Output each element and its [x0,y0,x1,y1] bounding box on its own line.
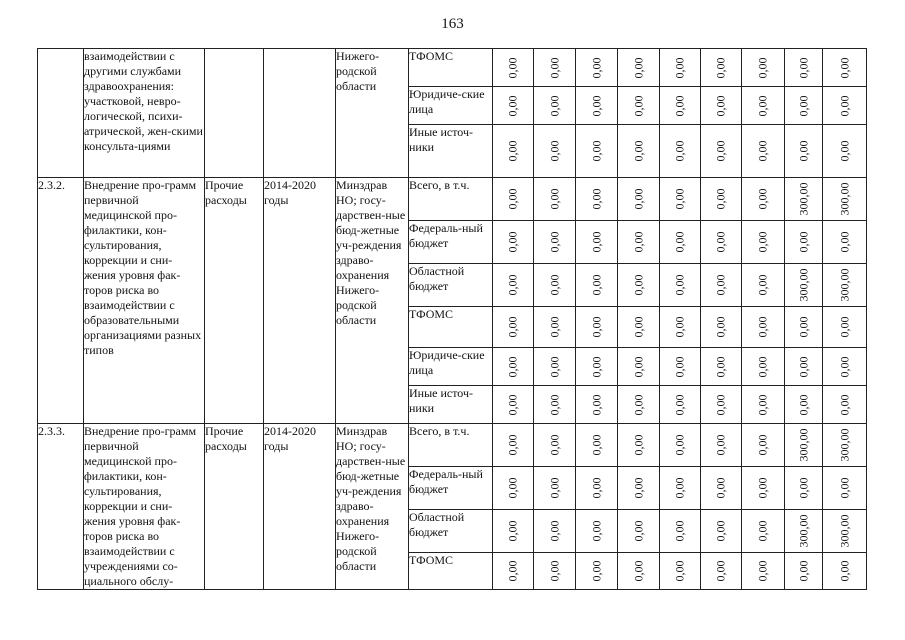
value-text: 0,00 [589,57,603,78]
value-text: 0,00 [837,57,851,78]
value-text: 0,00 [837,140,851,162]
value-text: 0,00 [547,274,561,296]
funding-source-cell: ТФОМС [409,307,493,348]
value-cell [701,307,742,348]
value-cell [534,264,576,307]
value-cell [493,49,534,87]
value-cell [534,424,576,467]
value-text: 0,00 [631,434,645,456]
value-cell [493,221,534,264]
value-text: 0,00 [713,140,728,162]
value-cell [493,553,534,590]
value-cell [493,307,534,348]
value-text: 0,00 [547,560,561,582]
value-text: 300,00 [837,428,851,462]
value-text: 0,00 [589,140,603,162]
funding-source-cell: Всего, в т.ч. [409,424,493,467]
value-text: 0,00 [589,356,603,377]
period-cell: 2014-2020 годы [264,424,336,590]
funding-source-cell: Федераль-ный бюджет [409,467,493,510]
value-text: 0,00 [547,434,561,456]
value-text: 300,00 [837,514,851,548]
value-text: 0,00 [837,560,851,582]
value-cell [534,178,576,221]
value-cell [493,178,534,221]
value-cell [493,386,534,424]
value-text: 0,00 [589,188,603,210]
value-text: 0,00 [796,394,810,415]
value-text: 0,00 [631,394,645,415]
value-text: 0,00 [672,188,687,210]
value-text: 0,00 [837,231,851,253]
value-text: 0,00 [631,560,645,582]
value-cell [576,49,618,87]
funding-source-cell: Всего, в т.ч. [409,178,493,221]
value-cell [660,264,701,307]
table-row [38,178,867,221]
value-cell [618,221,660,264]
funding-source-cell: Иные источ-ники [409,125,493,178]
value-cell [701,386,742,424]
value-text: 0,00 [755,560,770,582]
value-cell [701,49,742,87]
value-text: 0,00 [589,95,603,116]
funding-source-cell: Федераль-ный бюджет [409,221,493,264]
value-text: 0,00 [505,140,520,162]
value-cell [618,553,660,590]
value-cell [576,221,618,264]
table-row [38,424,867,467]
value-text: 0,00 [547,140,561,162]
value-text: 0,00 [755,231,770,253]
value-cell [742,125,785,178]
value-text: 0,00 [505,394,520,415]
value-text: 0,00 [796,231,810,253]
value-cell [618,467,660,510]
value-cell [493,510,534,553]
value-text: 0,00 [505,316,520,338]
row-number-cell: 2.3.2. [38,178,84,424]
funding-source-cell: Областной бюджет [409,510,493,553]
value-cell [823,307,867,348]
value-text: 0,00 [631,231,645,253]
value-cell [493,348,534,386]
value-text: 0,00 [672,560,687,582]
value-text: 0,00 [505,477,520,499]
funding-source-cell: ТФОМС [409,49,493,87]
value-text: 0,00 [755,394,770,415]
value-cell [618,49,660,87]
value-text: 0,00 [837,316,851,338]
value-cell [823,553,867,590]
value-cell [534,467,576,510]
value-cell [785,467,823,510]
value-text: 0,00 [755,57,770,78]
funding-source-cell: Юридиче-ские лица [409,348,493,386]
value-cell [701,178,742,221]
value-cell [785,264,823,307]
value-text: 0,00 [713,560,728,582]
value-text: 0,00 [837,95,851,116]
value-text: 0,00 [837,394,851,415]
value-text: 0,00 [796,140,810,162]
value-cell [785,424,823,467]
value-cell [576,307,618,348]
value-text: 0,00 [589,477,603,499]
value-cell [785,49,823,87]
value-text: 0,00 [505,231,520,253]
value-text: 0,00 [755,477,770,499]
value-text: 0,00 [505,434,520,456]
measure-name-cell: Внедрение про-грамм первичной медицинской про-филактики, кон-сультирования, коррекции и сни-жения уровня фак-торов риска во взаимодействии с образовательными организациями разных типов [84,178,205,424]
funding-source-cell: Областной бюджет [409,264,493,307]
value-cell [785,125,823,178]
value-text: 0,00 [713,274,728,296]
value-text: 0,00 [589,274,603,296]
value-cell [618,125,660,178]
expense-type-cell [205,49,264,178]
expense-type-cell: Прочие расходы [205,424,264,590]
value-cell [534,87,576,125]
value-cell [534,386,576,424]
value-cell [576,125,618,178]
value-text: 0,00 [547,95,561,116]
executor-cell: Минздрав НО; госу-дарствен-ные бюд-жетные уч-реждения здраво-охранения Нижего-родской области [336,178,409,424]
value-text: 0,00 [547,231,561,253]
value-cell [785,307,823,348]
value-cell [493,125,534,178]
value-cell [534,553,576,590]
value-cell [576,178,618,221]
value-text: 0,00 [505,356,520,377]
value-text: 300,00 [796,182,810,216]
value-text: 0,00 [547,316,561,338]
value-cell [618,307,660,348]
value-text: 0,00 [796,477,810,499]
value-text: 0,00 [755,434,770,456]
value-text: 0,00 [589,434,603,456]
value-text: 0,00 [672,434,687,456]
value-text: 0,00 [837,477,851,499]
value-text: 0,00 [713,231,728,253]
value-cell [701,348,742,386]
value-cell [493,424,534,467]
value-text: 0,00 [796,57,810,78]
table-row [38,49,867,87]
value-text: 0,00 [796,95,810,116]
value-cell [742,348,785,386]
value-text: 0,00 [672,140,687,162]
value-cell [493,87,534,125]
value-text: 0,00 [713,57,728,78]
value-text: 0,00 [796,316,810,338]
value-text: 0,00 [589,520,603,542]
value-cell [742,87,785,125]
value-text: 0,00 [755,140,770,162]
value-text: 0,00 [547,356,561,377]
value-cell [823,87,867,125]
value-text: 0,00 [631,57,645,78]
measure-name-cell: взаимодействии с другими службами здравоохранения: участковой, невро-логической, психи-атрической, жен-скими консульта-циями [84,49,205,178]
value-cell [618,87,660,125]
value-cell [660,87,701,125]
value-cell [618,178,660,221]
value-text: 0,00 [713,394,728,415]
value-text: 0,00 [589,560,603,582]
value-text: 0,00 [505,188,520,210]
value-text: 0,00 [713,188,728,210]
value-cell [823,49,867,87]
value-text: 0,00 [713,316,728,338]
value-cell [742,264,785,307]
value-text: 0,00 [672,356,687,377]
value-cell [618,348,660,386]
value-text: 0,00 [547,477,561,499]
value-text: 0,00 [755,316,770,338]
value-text: 0,00 [755,188,770,210]
value-cell [823,386,867,424]
value-text: 0,00 [631,274,645,296]
value-cell [534,348,576,386]
value-cell [534,307,576,348]
value-cell [785,87,823,125]
value-text: 0,00 [672,477,687,499]
value-cell [660,553,701,590]
value-cell [534,125,576,178]
value-text: 0,00 [755,356,770,377]
value-cell [493,264,534,307]
value-cell [742,424,785,467]
value-text: 0,00 [631,356,645,377]
value-cell [576,87,618,125]
value-cell [618,424,660,467]
value-text: 0,00 [796,560,810,582]
value-cell [823,264,867,307]
period-cell: 2014-2020 годы [264,178,336,424]
budget-table [37,48,867,590]
value-cell [576,424,618,467]
value-text: 0,00 [713,477,728,499]
value-cell [534,510,576,553]
executor-cell: Нижего-родской области [336,49,409,178]
value-text: 0,00 [547,520,561,542]
value-text: 0,00 [755,95,770,116]
value-text: 300,00 [796,268,810,302]
row-number-cell: 2.3.3. [38,424,84,590]
funding-source-cell: Иные источ-ники [409,386,493,424]
value-cell [742,307,785,348]
value-cell [742,467,785,510]
value-cell [660,125,701,178]
expense-type-cell: Прочие расходы [205,178,264,424]
value-text: 0,00 [547,394,561,415]
value-cell [823,348,867,386]
value-cell [660,49,701,87]
value-cell [823,467,867,510]
value-cell [823,221,867,264]
funding-source-cell: Юридиче-ские лица [409,87,493,125]
value-text: 0,00 [547,188,561,210]
value-cell [493,467,534,510]
value-cell [785,553,823,590]
value-text: 0,00 [631,520,645,542]
value-cell [618,264,660,307]
value-cell [823,178,867,221]
value-text: 0,00 [672,95,687,116]
value-text: 0,00 [505,520,520,542]
value-cell [660,348,701,386]
value-text: 0,00 [672,316,687,338]
value-text: 0,00 [505,560,520,582]
value-cell [785,221,823,264]
value-cell [618,386,660,424]
value-text: 0,00 [589,231,603,253]
value-cell [660,386,701,424]
value-cell [701,510,742,553]
value-text: 0,00 [505,95,520,116]
value-cell [701,467,742,510]
value-cell [660,307,701,348]
value-text: 300,00 [837,268,851,302]
value-cell [534,49,576,87]
value-cell [576,510,618,553]
value-cell [742,386,785,424]
value-cell [660,510,701,553]
value-text: 0,00 [631,316,645,338]
value-text: 0,00 [713,520,728,542]
value-cell [660,424,701,467]
value-text: 0,00 [631,95,645,116]
value-cell [576,348,618,386]
value-cell [576,264,618,307]
value-cell [701,424,742,467]
value-text: 300,00 [796,428,810,462]
value-cell [660,467,701,510]
value-text: 0,00 [713,95,728,116]
value-cell [576,467,618,510]
value-cell [576,553,618,590]
value-text: 0,00 [837,356,851,377]
value-cell [534,221,576,264]
value-text: 300,00 [796,514,810,548]
page-number: 163 [441,16,464,32]
value-cell [576,386,618,424]
value-text: 0,00 [713,356,728,377]
value-text: 0,00 [672,394,687,415]
value-cell [742,510,785,553]
value-cell [701,87,742,125]
executor-cell: Минздрав НО; госу-дарствен-ные бюд-жетные уч-реждения здраво-охранения Нижего-родской области [336,424,409,590]
value-cell [742,221,785,264]
value-cell [742,553,785,590]
value-text: 0,00 [713,434,728,456]
value-text: 0,00 [631,188,645,210]
value-cell [660,178,701,221]
measure-name-cell: Внедрение про-грамм первичной медицинской про-филактики, кон-сультирования, коррекции и сни-жения уровня фак-торов риска во взаимодействии с учреждениями со-циального обслу- [84,424,205,590]
value-cell [701,221,742,264]
value-cell [823,125,867,178]
value-text: 0,00 [672,520,687,542]
value-cell [823,424,867,467]
value-text: 0,00 [589,394,603,415]
value-cell [823,510,867,553]
value-cell [785,386,823,424]
value-text: 0,00 [755,274,770,296]
value-cell [785,348,823,386]
value-text: 0,00 [796,356,810,377]
value-cell [785,510,823,553]
value-cell [742,178,785,221]
funding-source-cell: ТФОМС [409,553,493,590]
period-cell [264,49,336,178]
row-number-cell [38,49,84,178]
value-text: 0,00 [547,57,561,78]
value-text: 0,00 [505,57,520,78]
value-cell [660,221,701,264]
value-text: 0,00 [631,140,645,162]
value-text: 0,00 [672,57,687,78]
value-cell [785,178,823,221]
value-cell [618,510,660,553]
value-text: 300,00 [837,182,851,216]
value-text: 0,00 [589,316,603,338]
value-cell [742,49,785,87]
value-cell [701,264,742,307]
value-text: 0,00 [631,477,645,499]
value-cell [701,125,742,178]
value-text: 0,00 [672,274,687,296]
value-text: 0,00 [505,274,520,296]
value-text: 0,00 [755,520,770,542]
value-cell [701,553,742,590]
value-text: 0,00 [672,231,687,253]
